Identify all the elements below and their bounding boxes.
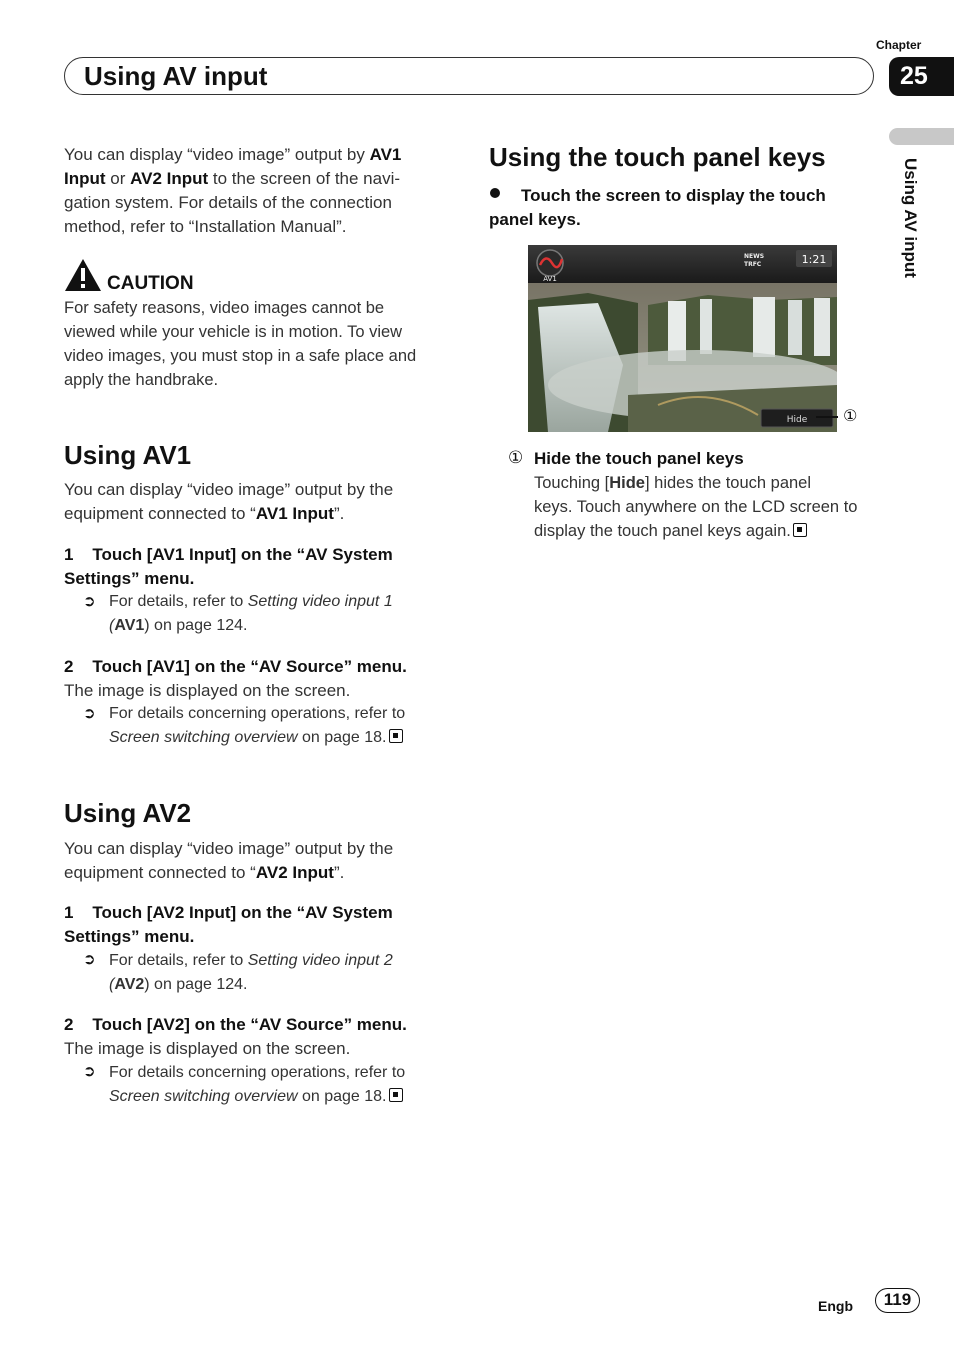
hide-button-label: Hide — [786, 415, 808, 425]
heading-using-av1: Using AV1 — [64, 440, 192, 470]
av1-step-2: 2 Touch [AV1] on the “AV Source” menu. — [64, 657, 407, 676]
av1-intro: You can display “video image” output by the equipment connected to “AV1 Input”. — [64, 480, 394, 523]
hide-button[interactable] — [761, 409, 833, 427]
screen-time: 1:21 — [801, 253, 827, 266]
caution-text: For safety reasons, video images cannot be viewed while your vehicle is in motion. To view video images, you must stop in a safe place and apply the handbrake. — [64, 299, 417, 389]
page-number: 119 — [875, 1288, 920, 1313]
heading-touch-panel-keys: Using the touch panel keys — [489, 142, 826, 172]
callout-number: ① — [843, 408, 858, 425]
av2-note-1: For details, refer to Setting video input 2 (AV2) on page 124. — [109, 952, 393, 993]
arrow-icon: ➲ — [83, 1063, 96, 1080]
chapter-label: Chapter — [876, 38, 922, 52]
arrow-icon: ➲ — [83, 593, 96, 610]
item-description: Touching [Hide] hides the touch panel keys. Touch anywhere on the LCD screen to display the touch panel keys again. — [534, 474, 858, 540]
av2-note-2: For details concerning operations, refer to Screen switching overview on page 18. — [109, 1064, 406, 1105]
callout-line — [816, 416, 838, 418]
av1-step-1: 1 Touch [AV1 Input] on the “AV System Settings” menu. — [64, 545, 393, 588]
arrow-icon: ➲ — [83, 705, 96, 722]
side-tab-label: Using AV input — [901, 158, 920, 278]
heading-using-av2: Using AV2 — [64, 798, 192, 828]
side-tab-bar — [889, 128, 954, 145]
arrow-icon: ➲ — [83, 951, 96, 968]
item-number: ① — [508, 448, 524, 467]
section-title: Using AV input — [84, 61, 268, 91]
touch-bullet-text: Touch the screen to display the touch panel keys. — [489, 186, 826, 229]
av2-step-1: 1 Touch [AV2 Input] on the “AV System Settings” menu. — [64, 903, 393, 946]
intro-paragraph: You can display “video image” output by AV1 Input or AV2 Input to the screen of the navi- gation system. For details of the connection method, refer to “Installation Manual”. — [64, 145, 402, 236]
screen-trfc-label: TRFC — [744, 261, 762, 268]
av1-step-2-text: The image is displayed on the screen. — [64, 681, 351, 700]
av2-step-2-text: The image is displayed on the screen. — [64, 1039, 351, 1058]
av1-note-2: For details concerning operations, refer to Screen switching overview on page 18. — [109, 705, 406, 746]
screen-source-label: AV1 — [543, 275, 557, 283]
item-title: Hide the touch panel keys — [534, 449, 744, 468]
chapter-number: 25 — [889, 57, 954, 96]
language-code: Engb — [818, 1298, 853, 1314]
warning-icon — [64, 258, 102, 292]
av1-note-1: For details, refer to Setting video input 1 (AV1) on page 124. — [109, 593, 393, 634]
end-mark-icon — [793, 523, 807, 537]
av2-step-2: 2 Touch [AV2] on the “AV Source” menu. — [64, 1015, 407, 1034]
end-mark-icon — [389, 1088, 403, 1102]
av-screen-illustration — [528, 245, 837, 432]
caution-title: CAUTION — [107, 273, 194, 294]
end-mark-icon — [389, 729, 403, 743]
screen-news-label: NEWS — [744, 253, 765, 260]
av2-intro: You can display “video image” output by the equipment connected to “AV2 Input”. — [64, 839, 394, 882]
